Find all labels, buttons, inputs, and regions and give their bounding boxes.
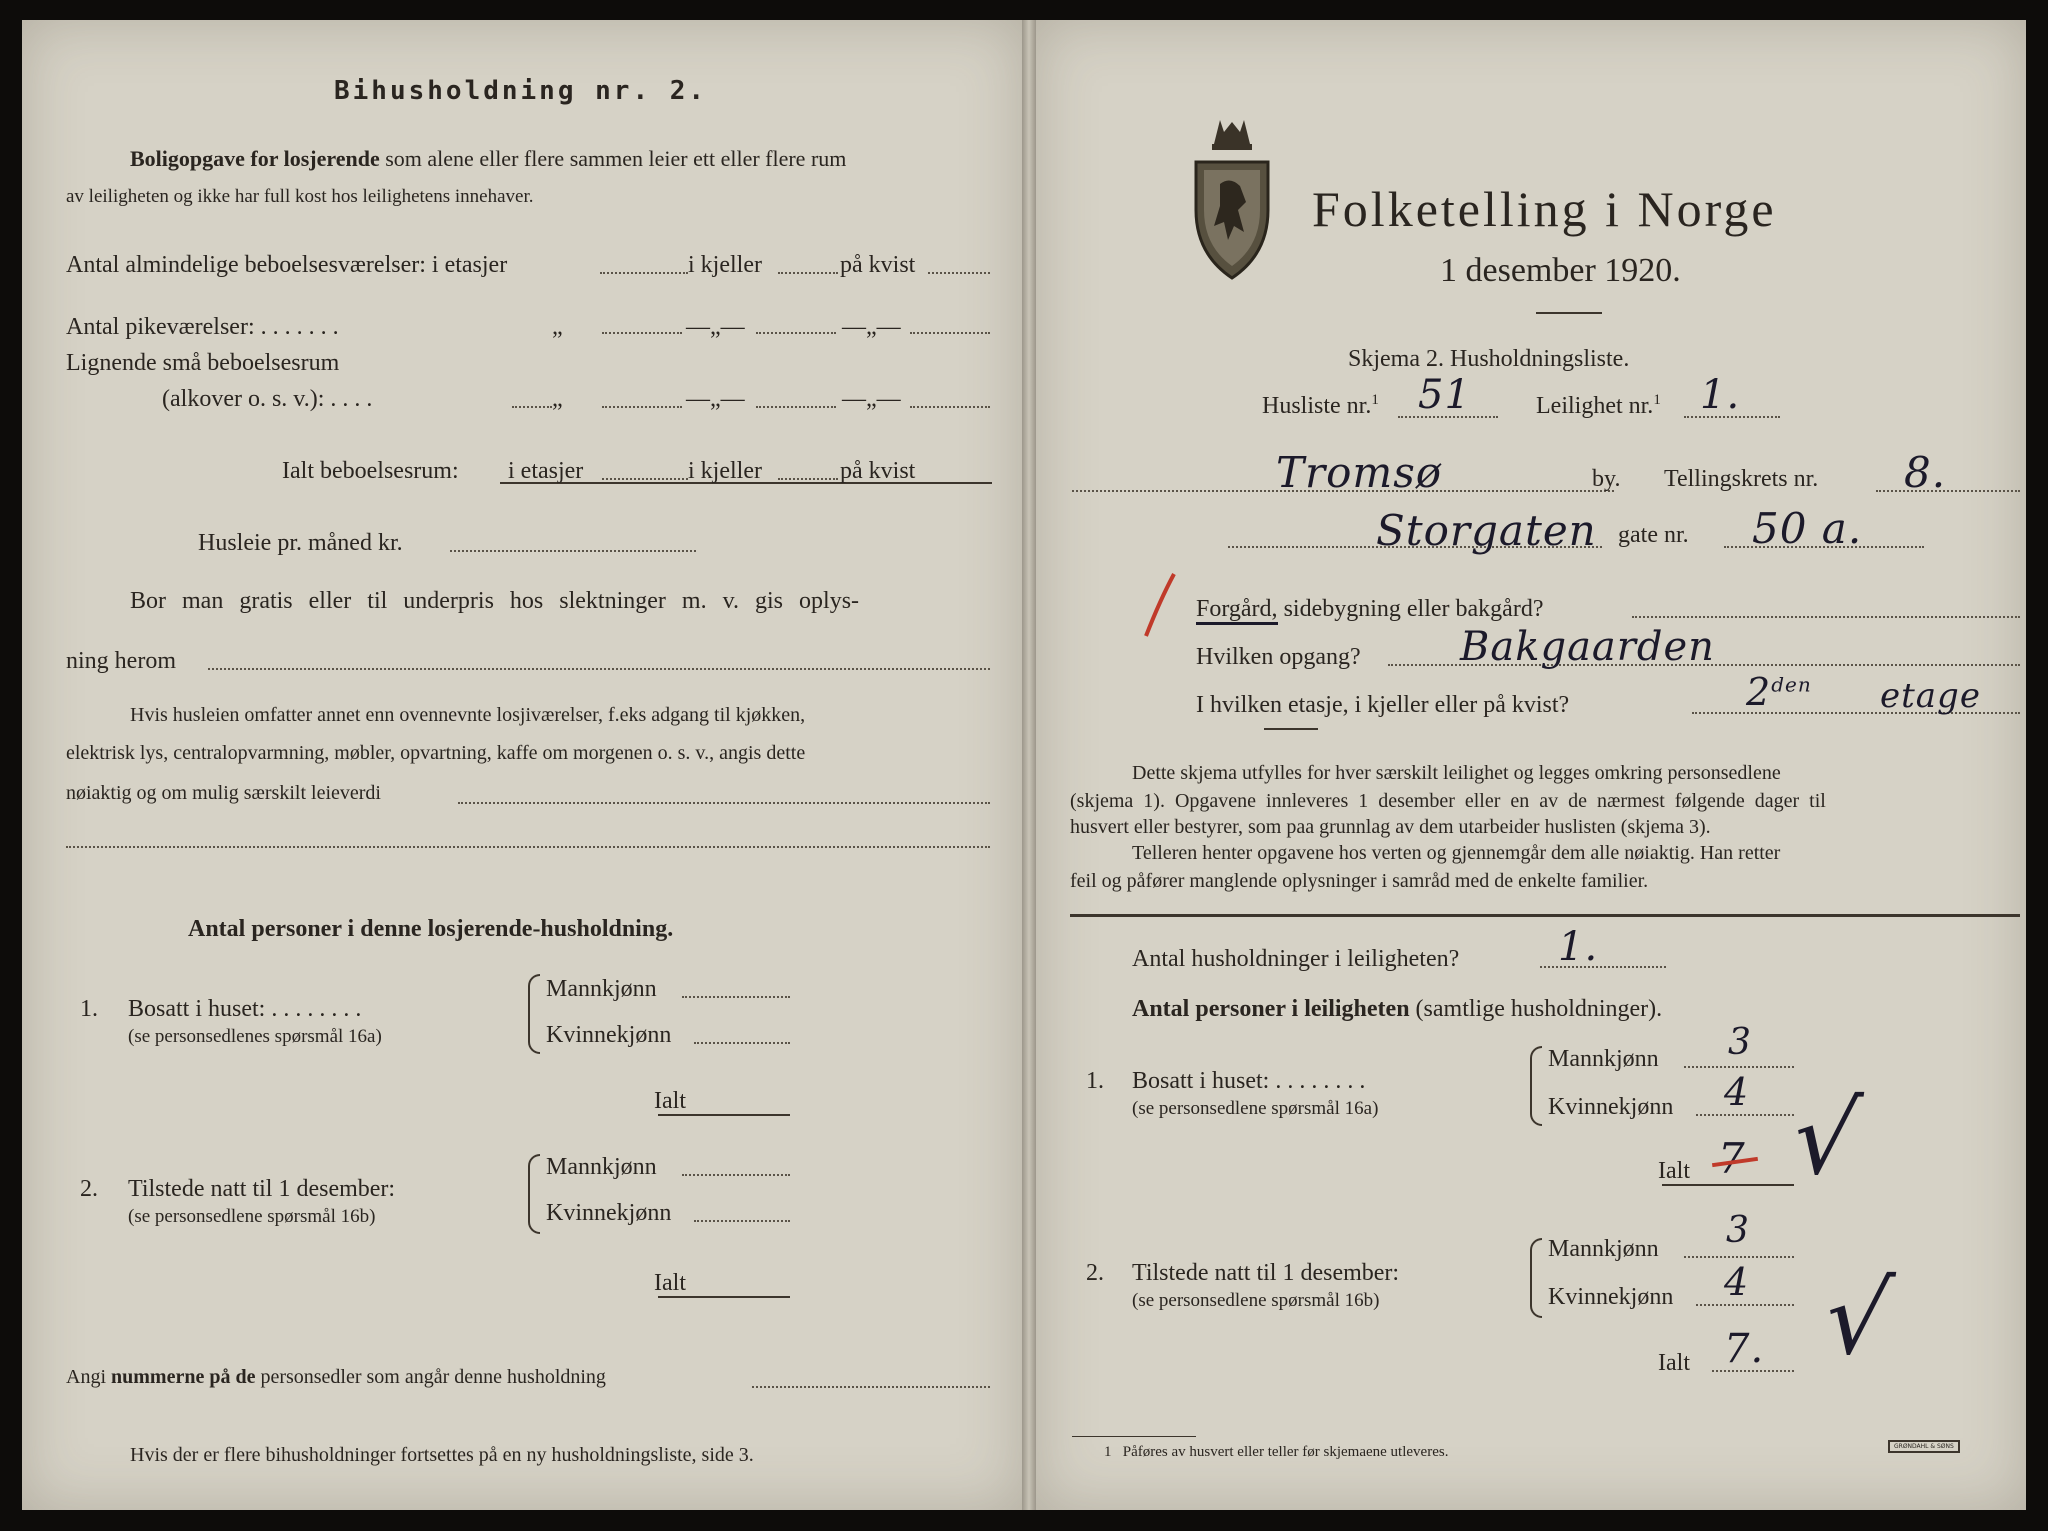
ialt-rooms-label: Ialt beboelsesrum: (282, 458, 459, 484)
right-q2-mann: Mannkjønn (1548, 1236, 1659, 1262)
ialt-kjeller: i kjeller (688, 458, 762, 484)
left-q1-label: Bosatt i huset: . . . . . . . . (128, 996, 362, 1022)
small-ditto-2: —„— (686, 386, 745, 412)
city-value[interactable]: Tromsø (1276, 448, 1443, 497)
left-q2-sub: (se personsedlene spørsmål 16b) (128, 1206, 376, 1227)
street-value[interactable]: Storgaten (1376, 506, 1597, 555)
pike-line-3[interactable] (910, 332, 990, 334)
etasje-sup: den (1771, 672, 1812, 697)
left-q2-num: 2. (80, 1176, 98, 1202)
pike-ditto-2: —„— (686, 314, 745, 340)
extra-line[interactable] (458, 802, 990, 804)
extra-line-2: elektrisk lys, centralopvarmning, møbler, opvartning, kaffe om morgenen o. s. v., angis dette (66, 742, 806, 764)
left-persons-heading: Antal personer i denne losjerende-husholdning. (188, 916, 674, 942)
right-q2-brace (1530, 1238, 1542, 1318)
right-q1-check-icon: √ (1785, 1080, 1867, 1197)
info-line-3: husvert eller bestyrer, som paa grunnlag av dem utarbeider huslisten (skjema 3). (1070, 816, 1711, 838)
ialt-etasjer: i etasjer (508, 458, 584, 484)
small-rooms-line-0[interactable] (512, 406, 552, 408)
left-q2-label: Tilstede natt til 1 desember: (128, 1176, 396, 1202)
page-fold (1022, 20, 1036, 1510)
forgard-label: Forgård, (1196, 596, 1278, 625)
right-q2-sub: (se personsedlene spørsmål 16b) (1132, 1290, 1380, 1311)
right-q2-label: Tilstede natt til 1 desember: (1132, 1260, 1400, 1286)
gratis-line-1: Bor man gratis eller til underpris hos slektninger m. v. gis oplys- (130, 588, 860, 614)
right-q1-kvinne: Kvinnekjønn (1548, 1094, 1674, 1120)
krets-value[interactable]: 8. (1904, 448, 1947, 497)
right-q1-ialt: Ialt (1658, 1158, 1690, 1184)
schema-label: Skjema 2. Husholdningsliste. (1348, 346, 1630, 372)
leilighet-value[interactable]: 1. (1700, 372, 1741, 418)
left-q2-mann-line[interactable] (682, 1174, 790, 1176)
angi-pre: Angi (66, 1366, 106, 1388)
intro-line-1 (130, 146, 846, 172)
persons-rest: (samtlige husholdninger). (1415, 996, 1663, 1022)
gratis-line-2: ning herom (66, 648, 176, 674)
by-label: by. (1592, 466, 1621, 492)
footnote-mark: 1 (1104, 1444, 1112, 1460)
left-q1-mann: Mannkjønn (546, 976, 657, 1002)
right-q1-mann-line[interactable] (1684, 1066, 1794, 1068)
left-title: Bihusholdning nr. 2. (334, 76, 708, 106)
right-q2-check-icon: √ (1817, 1260, 1899, 1377)
ialt-kvist: på kvist (840, 458, 916, 484)
husliste-footnote-mark: 1 (1371, 392, 1379, 408)
leilighet-label (1536, 392, 1661, 420)
footnote-rule (1072, 1436, 1196, 1437)
forgard-rest: sidebygning eller bakgård? (1283, 596, 1544, 622)
printer-stamp: GRØNDAHL & SØNS (1888, 1440, 1960, 1453)
right-q1-mann: Mannkjønn (1548, 1046, 1659, 1072)
right-q2-mann-line[interactable] (1684, 1256, 1794, 1258)
angi-bold: nummerne på de (111, 1366, 256, 1388)
small-ditto-3: —„— (842, 386, 901, 412)
hush-value[interactable]: 1. (1558, 924, 1599, 970)
coat-of-arms-icon (1190, 114, 1274, 286)
forgard-line[interactable] (1632, 616, 2020, 618)
left-q1-kvinne-line[interactable] (694, 1042, 790, 1044)
left-q2-ialt-line[interactable] (658, 1296, 790, 1298)
info-line-4: Telleren henter opgavene hos verten og gjennemgår dem alle nøiaktig. Han retter (1132, 842, 1781, 864)
intro-bold: Boligopgave for losjerende (130, 146, 380, 171)
left-q2-mann: Mannkjønn (546, 1154, 657, 1180)
rooms-etasjer-line[interactable] (600, 272, 688, 274)
hush-label: Antal husholdninger i leiligheten? (1132, 946, 1460, 972)
footnote-text: Påføres av husvert eller teller før skjemaene utleveres. (1122, 1444, 1449, 1460)
left-q2-kvinne: Kvinnekjønn (546, 1200, 672, 1226)
small-rooms-label-1: Lignende små beboelsesrum (66, 350, 340, 376)
small-rooms-line-1[interactable] (602, 406, 682, 408)
left-footer: Hvis der er flere bihusholdninger fortsettes på en ny husholdningsliste, side 3. (130, 1444, 754, 1466)
angi-line[interactable] (752, 1386, 990, 1388)
right-q2-kvinne: Kvinnekjønn (1548, 1284, 1674, 1310)
left-q1-sub: (se personsedlenes spørsmål 16a) (128, 1026, 382, 1047)
leilighet-footnote-mark: 1 (1653, 392, 1661, 408)
left-page (22, 20, 1022, 1510)
etasje-number: 2 (1746, 670, 1772, 714)
right-q2-kvinne-line[interactable] (1696, 1304, 1794, 1306)
krets-line[interactable] (1876, 490, 2020, 492)
small-rooms-line-3[interactable] (910, 406, 990, 408)
extra-line-3: nøiaktig og om mulig særskilt leieverdi (66, 782, 381, 804)
right-q2-kvinne-value[interactable]: 4 (1724, 1260, 1750, 1304)
right-q1-mann-value[interactable]: 3 (1728, 1022, 1752, 1063)
right-q1-kvinne-line[interactable] (1696, 1114, 1794, 1116)
gratis-line[interactable] (208, 668, 990, 670)
left-q1-num: 1. (80, 996, 98, 1022)
husleie-line[interactable] (450, 550, 696, 552)
left-q2-brace (528, 1154, 540, 1234)
info-line-1: Dette skjema utfylles for hver særskilt leilighet og legges omkring personsedlene (1132, 762, 1781, 784)
right-q1-ialt-line[interactable] (1662, 1184, 1794, 1186)
right-title: Folketelling i Norge (1312, 181, 1777, 237)
pike-ditto: „ (552, 314, 563, 340)
footnote (1104, 1444, 1448, 1461)
left-q1-ialt-line[interactable] (658, 1114, 790, 1116)
husliste-label (1262, 392, 1379, 420)
left-q1-kvinne: Kvinnekjønn (546, 1022, 672, 1048)
right-q2-mann-value[interactable]: 3 (1726, 1210, 1750, 1251)
right-q1-sub: (se personsedlene spørsmål 16a) (1132, 1098, 1379, 1119)
husleie-label: Husleie pr. måned kr. (198, 530, 403, 556)
rooms-label: Antal almindelige beboelsesværelser: i etasjer (66, 252, 508, 278)
husliste-label-text: Husliste nr. (1262, 393, 1372, 419)
red-check-icon (1140, 570, 1180, 640)
intro-line-2: av leiligheten og ikke har full kost hos leilighetens innehaver. (66, 186, 534, 207)
gate-label: gate nr. (1618, 522, 1689, 548)
title-divider (1536, 312, 1602, 314)
pike-label: Antal pikeværelser: . . . . . . . (66, 314, 339, 340)
etasje-value[interactable] (1746, 670, 1812, 714)
right-q1-label: Bosatt i huset: . . . . . . . . (1132, 1068, 1366, 1094)
angi-text (66, 1366, 606, 1389)
angi-rest: personsedler som angår denne husholdning (260, 1366, 606, 1388)
gate-value[interactable]: 50 a. (1752, 504, 1863, 553)
leilighet-label-text: Leilighet nr. (1536, 393, 1654, 419)
small-rooms-label-2: (alkover o. s. v.): . . . . (162, 386, 373, 412)
right-q1-num: 1. (1086, 1068, 1104, 1094)
extra-line-blank[interactable] (66, 846, 990, 848)
left-q1-mann-line[interactable] (682, 996, 790, 998)
krets-label: Tellingskrets nr. (1664, 466, 1819, 492)
left-q1-brace (528, 974, 540, 1054)
etasje-word[interactable]: etage (1880, 676, 1981, 716)
right-q1-kvinne-value[interactable]: 4 (1724, 1070, 1750, 1114)
small-ditto: „ (552, 386, 563, 412)
right-page (1036, 20, 2026, 1510)
right-persons-heading (1132, 996, 1662, 1023)
extra-line-1: Hvis husleien omfatter annet enn ovennevnte losjiværelser, f.eks adgang til kjøkken, (130, 704, 806, 726)
small-rooms-line-2[interactable] (756, 406, 836, 408)
info-divider (1070, 914, 2020, 917)
left-q1-ialt: Ialt (654, 1088, 686, 1114)
pike-line-2[interactable] (756, 332, 836, 334)
opgang-label: Hvilken opgang? (1196, 644, 1361, 670)
right-q2-num: 2. (1086, 1260, 1104, 1286)
rooms-kjeller: i kjeller (688, 252, 762, 278)
rooms-kjeller-line[interactable] (778, 272, 838, 274)
left-q2-kvinne-line[interactable] (694, 1220, 790, 1222)
census-date: 1 desember 1920. (1440, 252, 1681, 289)
husliste-value[interactable]: 51 (1418, 372, 1471, 418)
persons-bold: Antal personer i leiligheten (1132, 996, 1410, 1022)
left-q2-ialt: Ialt (654, 1270, 686, 1296)
info-line-2: (skjema 1). Opgavene innleveres 1 desember eller en av de nærmest følgende dager til (1070, 790, 1826, 812)
rooms-kvist: på kvist (840, 252, 916, 278)
pike-ditto-3: —„— (842, 314, 901, 340)
etasje-divider (1264, 728, 1318, 730)
ialt-kjeller-line[interactable] (778, 478, 838, 480)
pike-line-1[interactable] (602, 332, 682, 334)
ialt-etasjer-line[interactable] (602, 478, 688, 480)
info-line-5: feil og påfører manglende oplysninger i samråd med de enkelte familier. (1070, 870, 1649, 892)
right-q2-ialt: Ialt (1658, 1350, 1690, 1376)
intro-rest: som alene eller flere sammen leier ett eller flere rum (385, 146, 847, 171)
right-q1-brace (1530, 1046, 1542, 1126)
forgard-question (1196, 596, 1543, 623)
right-q1-ialt-value[interactable]: 7 (1718, 1134, 1746, 1183)
right-q2-ialt-value[interactable]: 7. (1724, 1326, 1765, 1372)
rooms-kvist-line[interactable] (928, 272, 990, 274)
opgang-value[interactable]: Bakgaarden (1460, 624, 1715, 670)
etasje-label: I hvilken etasje, i kjeller eller på kvist? (1196, 692, 1570, 718)
